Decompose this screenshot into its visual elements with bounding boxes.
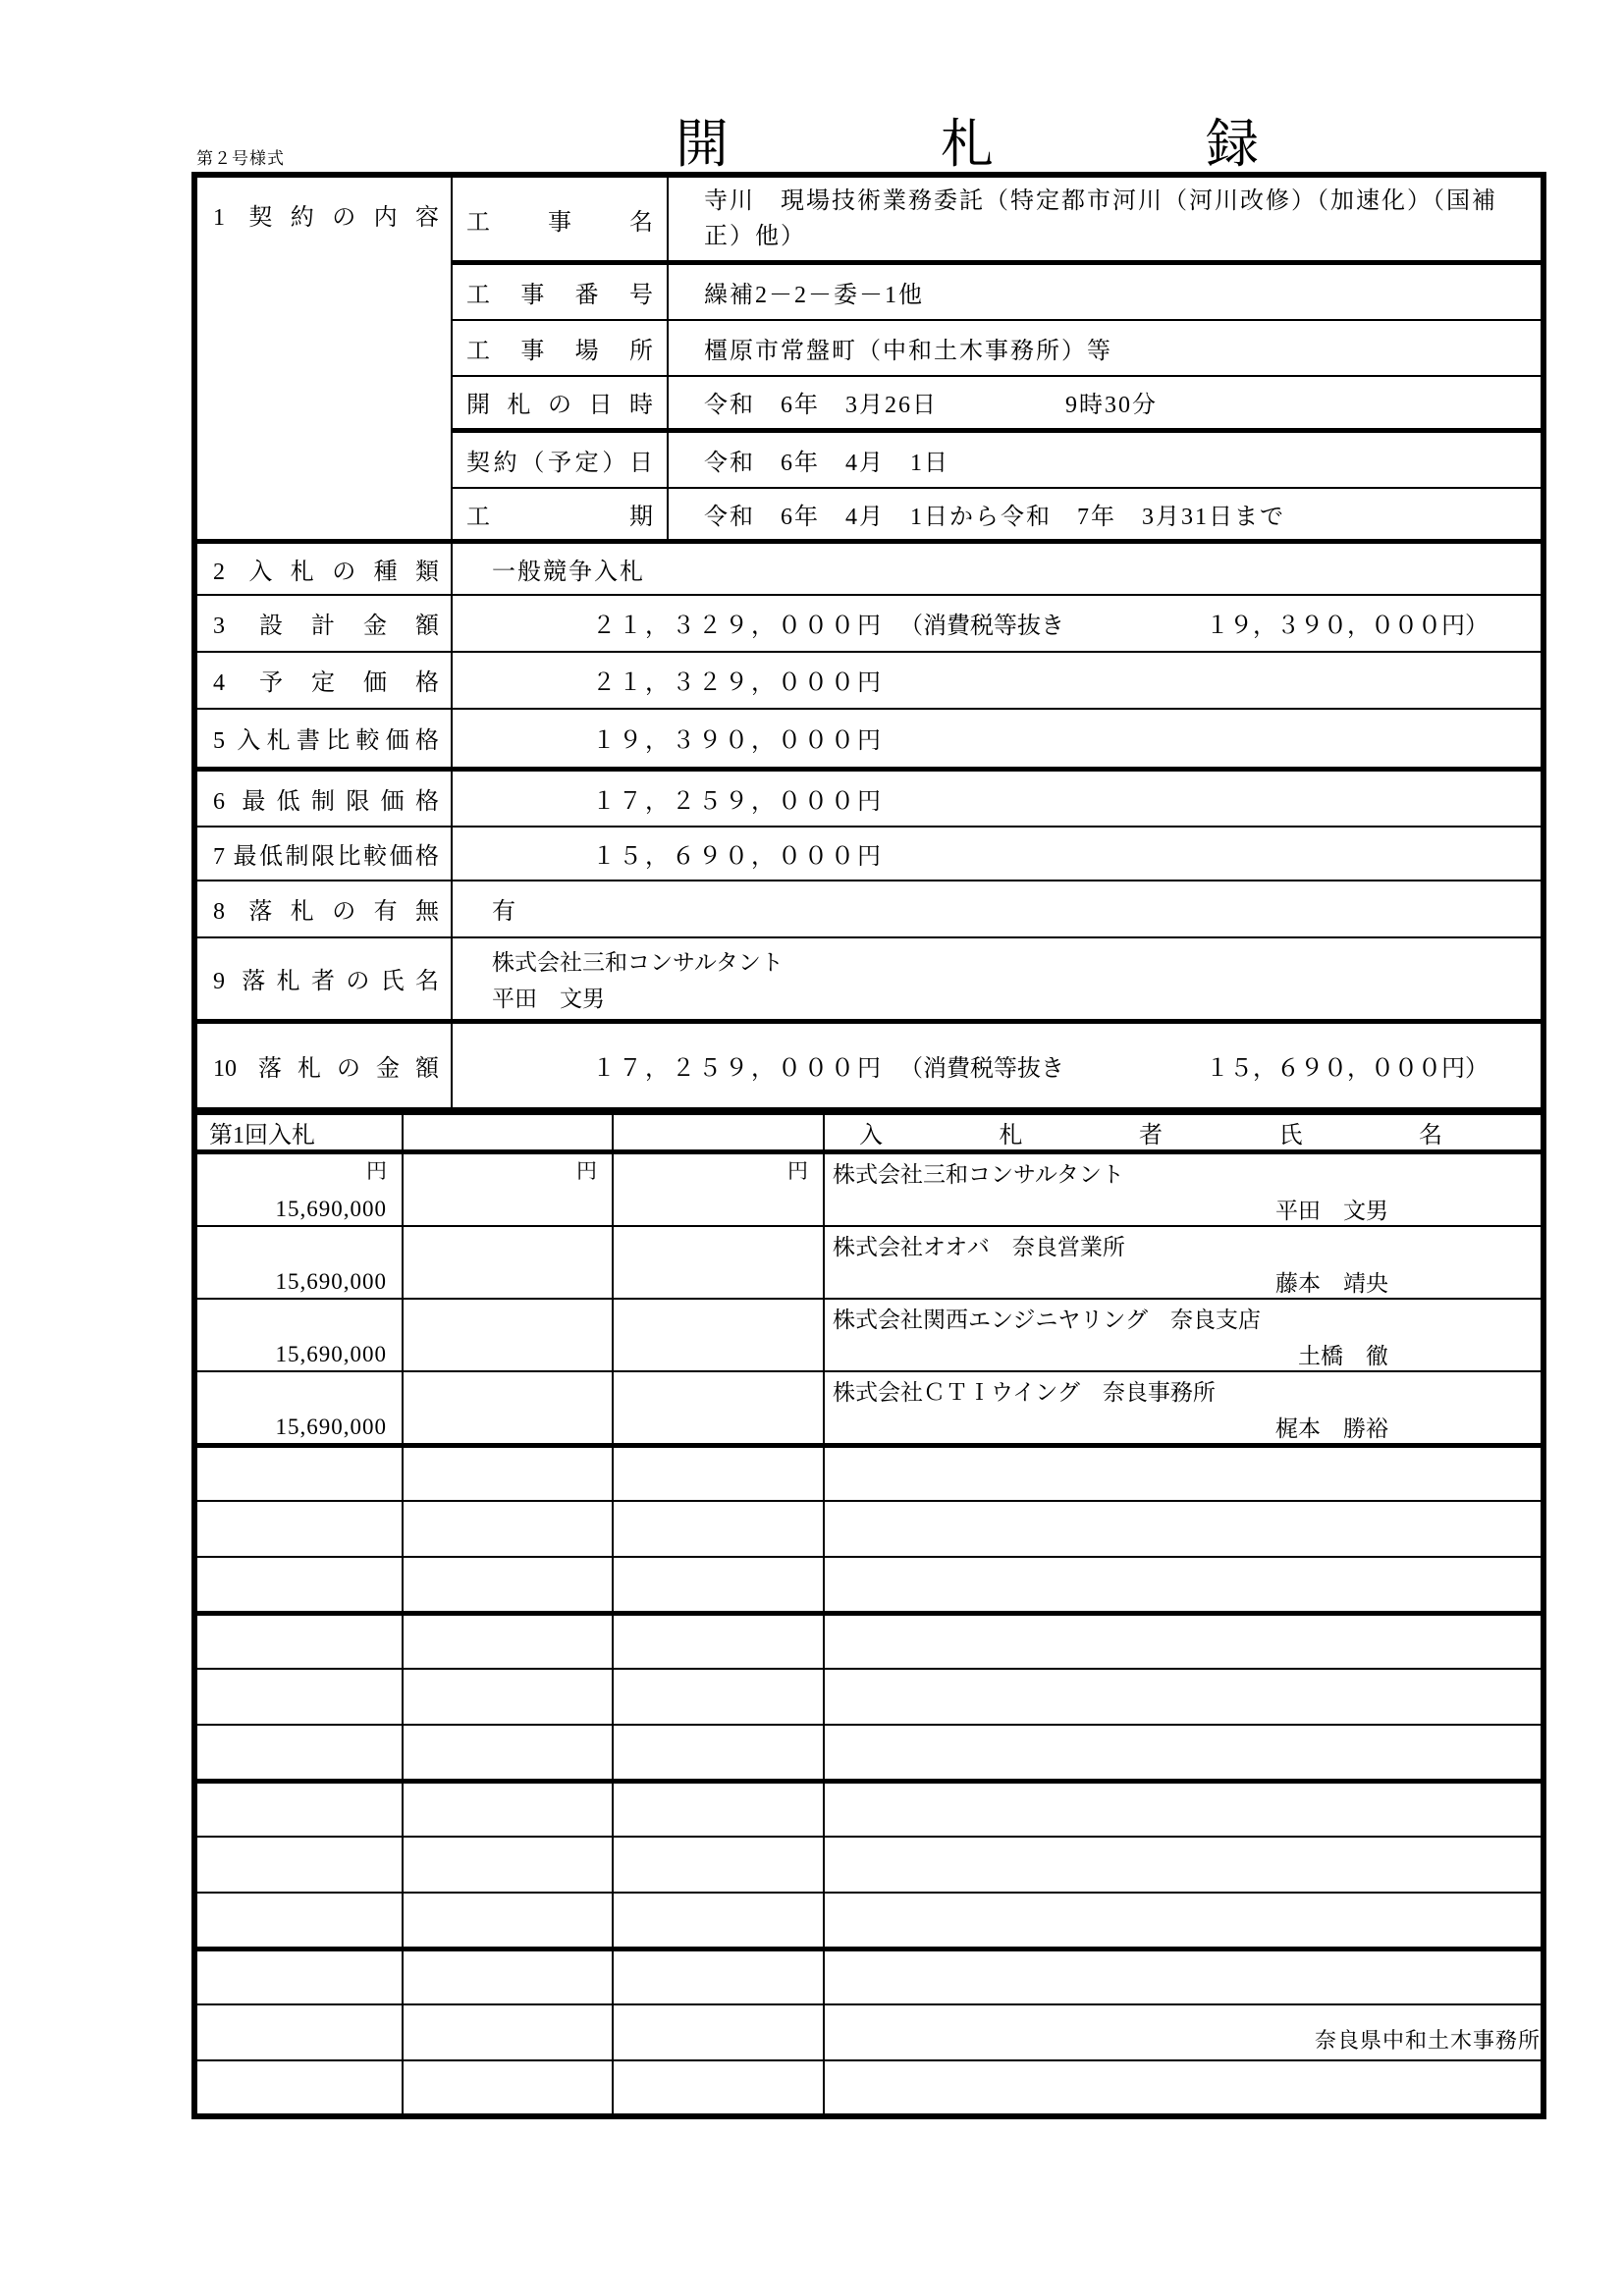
bid-row bbox=[194, 1226, 1543, 1299]
award-amount-label: 10 落札の金額 bbox=[194, 1022, 452, 1108]
award-status-label: 8 落札の有無 bbox=[194, 881, 452, 937]
bidder-company: 株式会社オオバ 奈良営業所 bbox=[833, 1234, 1125, 1259]
bidder-person: 平田 文男 bbox=[1275, 1198, 1388, 1223]
design-amount-note: （消費税等抜き １９，３９０，０００円） bbox=[899, 614, 1489, 639]
bid-amount: 15,690,000 bbox=[275, 1268, 387, 1294]
bid-row bbox=[194, 1299, 1543, 1371]
empty-bid-row bbox=[194, 2060, 1543, 2116]
bid-amount-cell bbox=[403, 1299, 613, 1371]
table-row bbox=[194, 595, 1543, 652]
bid-row bbox=[194, 1151, 1543, 1226]
design-amount: ２１，３２９，０００円 bbox=[592, 614, 884, 639]
round1-header: 第1回入札 bbox=[194, 1112, 403, 1152]
winner-label: 9 落札者の氏名 bbox=[194, 937, 452, 1022]
winner-value bbox=[452, 937, 1543, 1022]
yen-unit-label: 円 bbox=[576, 1158, 597, 1183]
work-number-value: 繰補2－2－委－1他 bbox=[668, 263, 1543, 320]
empty-bid-row bbox=[194, 1949, 1543, 2004]
minimum-comparison-value: １５，６９０，０００円 bbox=[452, 827, 1543, 881]
bidder-cell bbox=[824, 1226, 1543, 1299]
work-period-label: 工期 bbox=[452, 488, 668, 542]
bidder-company: 株式会社ＣＴＩウイング 奈良事務所 bbox=[833, 1379, 1216, 1405]
bid-amount-cell bbox=[613, 1226, 824, 1299]
empty-bid-row bbox=[194, 1613, 1543, 1669]
bid-amount-cell bbox=[403, 1151, 613, 1226]
empty-bid-row bbox=[194, 1669, 1543, 1725]
minimum-price-label: 6 最低制限価格 bbox=[194, 770, 452, 827]
bid-amount-cell bbox=[613, 1299, 824, 1371]
table-row bbox=[194, 827, 1543, 881]
minimum-price-value: １７，２５９，０００円 bbox=[452, 770, 1543, 827]
contract-date-label: 契約（予定）日 bbox=[452, 431, 668, 488]
table-row bbox=[194, 175, 1543, 263]
minimum-comparison-label: 7 最低制限比較価格 bbox=[194, 827, 452, 881]
page-title: 開札録 bbox=[676, 115, 1471, 174]
yen-unit-label: 円 bbox=[366, 1158, 387, 1183]
planned-price-value: ２１，３２９，０００円 bbox=[452, 652, 1543, 709]
opening-datetime-label: 開札の日時 bbox=[452, 376, 668, 431]
empty-bid-row bbox=[194, 1557, 1543, 1613]
empty-bid-row bbox=[194, 1837, 1543, 1893]
tables-container bbox=[191, 172, 1541, 2119]
table-row bbox=[194, 542, 1543, 595]
table-row bbox=[194, 770, 1543, 827]
bid-amount-cell bbox=[194, 1299, 403, 1371]
round2-header bbox=[403, 1112, 613, 1152]
planned-price-label: 4 予定価格 bbox=[194, 652, 452, 709]
winner-person: 平田 文男 bbox=[492, 986, 605, 1011]
empty-bid-row bbox=[194, 1893, 1543, 1949]
design-amount-value bbox=[452, 595, 1543, 652]
empty-bid-row bbox=[194, 1445, 1543, 1501]
empty-bid-row bbox=[194, 1725, 1543, 1781]
bid-amount-cell bbox=[403, 1371, 613, 1446]
yen-unit-label: 円 bbox=[787, 1158, 808, 1183]
bidder-name-header: 入札者氏名 bbox=[824, 1112, 1543, 1152]
round3-header bbox=[613, 1112, 824, 1152]
bid-amount-cell bbox=[194, 1151, 403, 1226]
award-amount-value bbox=[452, 1022, 1543, 1108]
bidder-person: 土橋 徹 bbox=[1298, 1343, 1388, 1368]
work-name-label: 工事名 bbox=[452, 175, 668, 263]
bid-amount: 15,690,000 bbox=[275, 1341, 387, 1366]
table-row bbox=[194, 709, 1543, 770]
table-row bbox=[194, 1022, 1543, 1108]
bidder-person: 梶本 勝裕 bbox=[1275, 1415, 1388, 1441]
form-number-label: 第２号様式 bbox=[196, 149, 285, 168]
table-row bbox=[194, 881, 1543, 937]
bidder-company: 株式会社三和コンサルタント bbox=[833, 1161, 1124, 1187]
work-name-value: 寺川 現場技術業務委託（特定都市河川（河川改修）（加速化）（国補正）他） bbox=[668, 175, 1543, 263]
bid-amount-cell bbox=[403, 1226, 613, 1299]
bidder-cell bbox=[824, 1299, 1543, 1371]
bidder-cell bbox=[824, 1151, 1543, 1226]
bidder-person: 藤本 靖央 bbox=[1275, 1270, 1388, 1296]
work-place-value: 橿原市常盤町（中和土木事務所）等 bbox=[668, 320, 1543, 376]
bidder-company: 株式会社関西エンジニヤリング 奈良支店 bbox=[833, 1307, 1261, 1332]
work-place-label: 工事場所 bbox=[452, 320, 668, 376]
opening-datetime-value: 令和 6年 3月26日 9時30分 bbox=[668, 376, 1543, 431]
contract-summary-table bbox=[191, 172, 1546, 1109]
bid-amount-cell bbox=[194, 1226, 403, 1299]
bid-comparison-value: １９，３９０，０００円 bbox=[452, 709, 1543, 770]
work-period-value: 令和 6年 4月 1日から令和 7年 3月31日まで bbox=[668, 488, 1543, 542]
bid-amount: 15,690,000 bbox=[275, 1414, 387, 1439]
bid-comparison-label: 5 入札書比較価格 bbox=[194, 709, 452, 770]
award-status-value: 有 bbox=[452, 881, 1543, 937]
table-row bbox=[194, 937, 1543, 1022]
issuing-office-label: 奈良県中和土木事務所 bbox=[1314, 2028, 1541, 2053]
contract-section-label: 1 契約の内容 bbox=[194, 175, 452, 542]
bid-results-table bbox=[191, 1109, 1546, 2120]
empty-bid-row bbox=[194, 1781, 1543, 1837]
table-row bbox=[194, 652, 1543, 709]
bid-row bbox=[194, 1371, 1543, 1446]
design-amount-label: 3 設計金額 bbox=[194, 595, 452, 652]
award-amount-note: （消費税等抜き １５，６９０，０００円） bbox=[899, 1055, 1489, 1082]
bid-type-label: 2 入札の種類 bbox=[194, 542, 452, 595]
bid-type-value: 一般競争入札 bbox=[452, 542, 1543, 595]
bid-amount-cell bbox=[194, 1371, 403, 1446]
empty-bid-row bbox=[194, 1501, 1543, 1557]
bidder-cell bbox=[824, 1371, 1543, 1446]
bid-amount: 15,690,000 bbox=[275, 1196, 387, 1221]
winner-company: 株式会社三和コンサルタント bbox=[492, 949, 784, 975]
award-amount: １７，２５９，０００円 bbox=[592, 1055, 884, 1082]
work-number-label: 工事番号 bbox=[452, 263, 668, 320]
bid-amount-cell bbox=[613, 1151, 824, 1226]
bid-amount-cell bbox=[613, 1371, 824, 1446]
contract-date-value: 令和 6年 4月 1日 bbox=[668, 431, 1543, 488]
table-header-row bbox=[194, 1112, 1543, 1152]
